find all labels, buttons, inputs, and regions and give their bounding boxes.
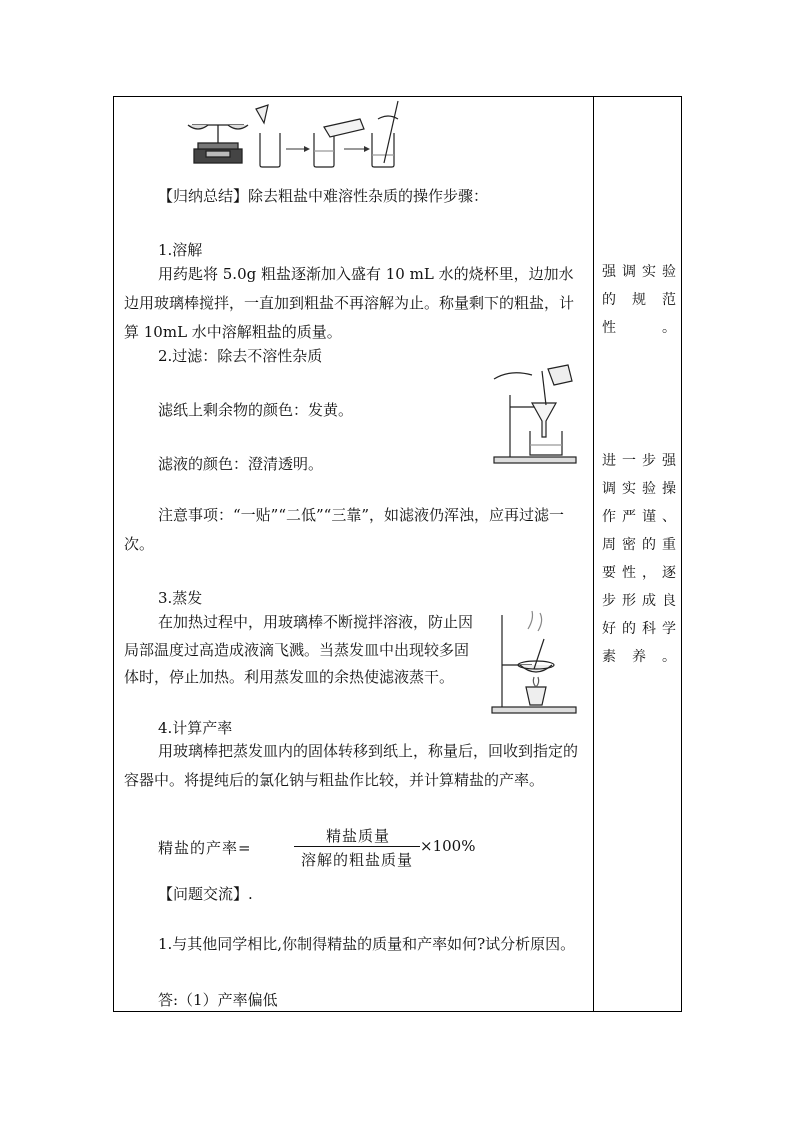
summary-heading: 【归纳总结】除去粗盐中难溶性杂质的操作步骤： [158,187,489,205]
beaker-1-icon [256,105,280,167]
balance-icon [188,125,248,163]
step-evaporate-text: 在加热过程中，用玻璃棒不断搅拌溶液，防止因局部温度过高造成液滴飞溅。当蒸发皿中出现较多固体时，停止加热。利用蒸发皿的余热使滤液蒸干。 [124,613,474,686]
filtration-apparatus-figure [490,361,580,465]
discussion-question: 1.与其他同学相比,你制得精盐的质量和产率如何?试分析原因。 [158,935,576,953]
beaker-2-icon [314,119,364,167]
filter-filtrate-color: 滤液的颜色：澄清透明。 [158,455,324,473]
step-evaporate-title: 3.蒸发 [158,589,203,607]
evaporation-apparatus-figure [488,609,580,715]
lesson-table [113,96,682,1012]
step-yield-title: 4.计算产率 [158,719,233,737]
side-note-standards: 强调实验的规范性。 [602,264,678,336]
dissolution-apparatus-figure [184,99,414,171]
discussion-heading: 【问题交流】. [158,885,253,903]
discussion-answer: 答:（1）产率偏低 [158,991,278,1009]
formula-lhs: 精盐的产率= [158,839,252,857]
step-filter-title: 2.过滤：除去不溶性杂质 [158,347,323,365]
formula-denominator: 溶解的粗盐质量 [300,851,413,869]
column-divider [593,97,594,1011]
filter-residue-color: 滤纸上剩余物的颜色：发黄。 [158,401,354,419]
step-dissolve-text: 用药匙将 5.0g 粗盐逐渐加入盛有 10 mL 水的烧杯里，边加水边用玻璃棒搅拌，一直加到粗盐不再溶解为止。称量剩下的粗盐，计算 10mL 水中溶解粗盐的质量。 [124,265,575,341]
filter-notes: 注意事项：“一贴”“二低”“三靠”，如滤液仍浑浊，应再过滤一次。 [124,506,565,553]
formula-rhs: ×100% [420,837,476,855]
formula-numerator: 精盐质量 [325,827,390,845]
step-dissolve-title: 1.溶解 [158,241,203,259]
beaker-stirring-icon [372,101,398,167]
formula-fraction-bar [294,846,420,847]
step-yield-text: 用玻璃棒把蒸发皿内的固体转移到纸上，称量后，回收到指定的容器中。将提纯后的氯化钠与粗盐作比较，并计算精盐的产率。 [124,742,579,789]
side-note-rigor: 进一步强调实验操作严谨、周密的重要性，逐步形成良好的科学素养。 [602,453,678,665]
